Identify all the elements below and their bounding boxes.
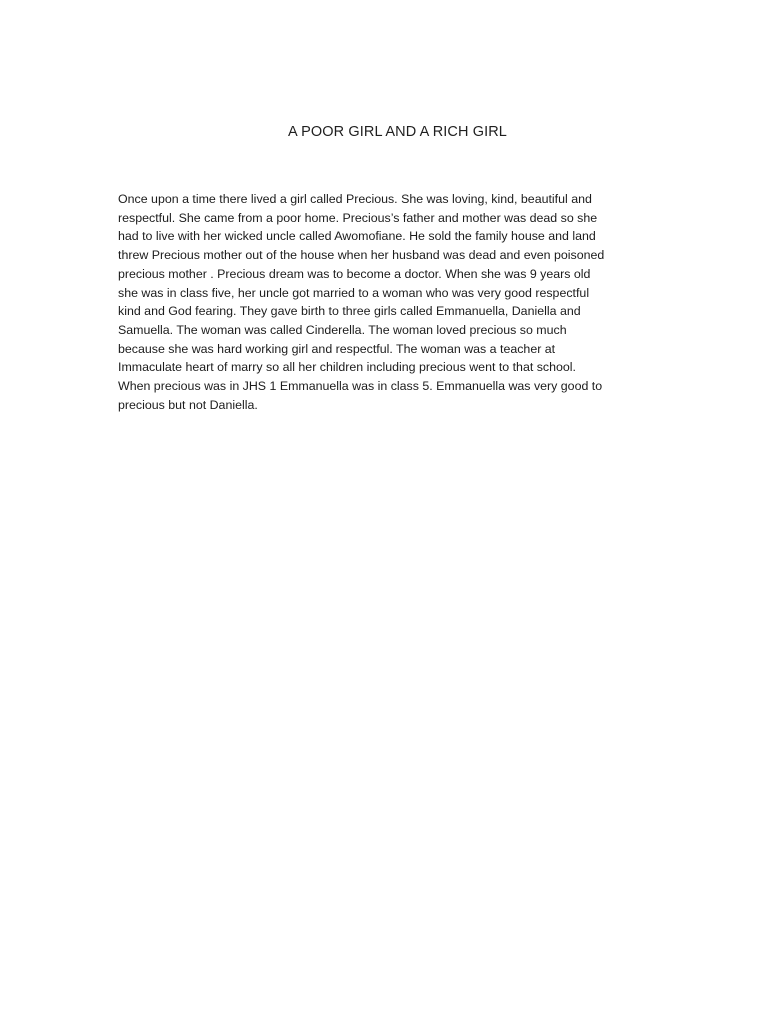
paragraph-line: respectful. She came from a poor home. Precious’s father and mother was dead so she — [118, 210, 598, 225]
paragraph-line: had to live with her wicked uncle called Awomofiane. He sold the family house and land — [118, 229, 596, 244]
story-paragraph — [118, 190, 638, 414]
paragraph-line: Once upon a time there lived a girl called Precious. She was loving, kind, beautiful and — [118, 192, 592, 206]
paragraph-line: she was in class five, her uncle got married to a woman who was very good respectful — [118, 285, 590, 300]
paragraph-line: precious mother . Precious dream was to become a doctor. When she was 9 years old — [118, 266, 591, 281]
paragraph-line: because she was hard working girl and respectful. The woman was a teacher at — [118, 341, 556, 356]
document-title: A POOR GIRL AND A RICH GIRL — [288, 124, 507, 140]
paragraph-line: Samuella. The woman was called Cinderella. The woman loved precious so much — [118, 322, 567, 337]
paragraph-line: Immaculate heart of marry so all her children including precious went to that school. — [118, 360, 576, 375]
paragraph-line: kind and God fearing. They gave birth to three girls called Emmanuella, Daniella and — [118, 304, 581, 319]
paragraph-line: When precious was in JHS 1 Emmanuella was in class 5. Emmanuella was very good to — [118, 379, 603, 394]
paragraph-line: precious but not Daniella. — [118, 397, 258, 412]
paragraph-line: threw Precious mother out of the house when her husband was dead and even poisoned — [118, 248, 605, 263]
